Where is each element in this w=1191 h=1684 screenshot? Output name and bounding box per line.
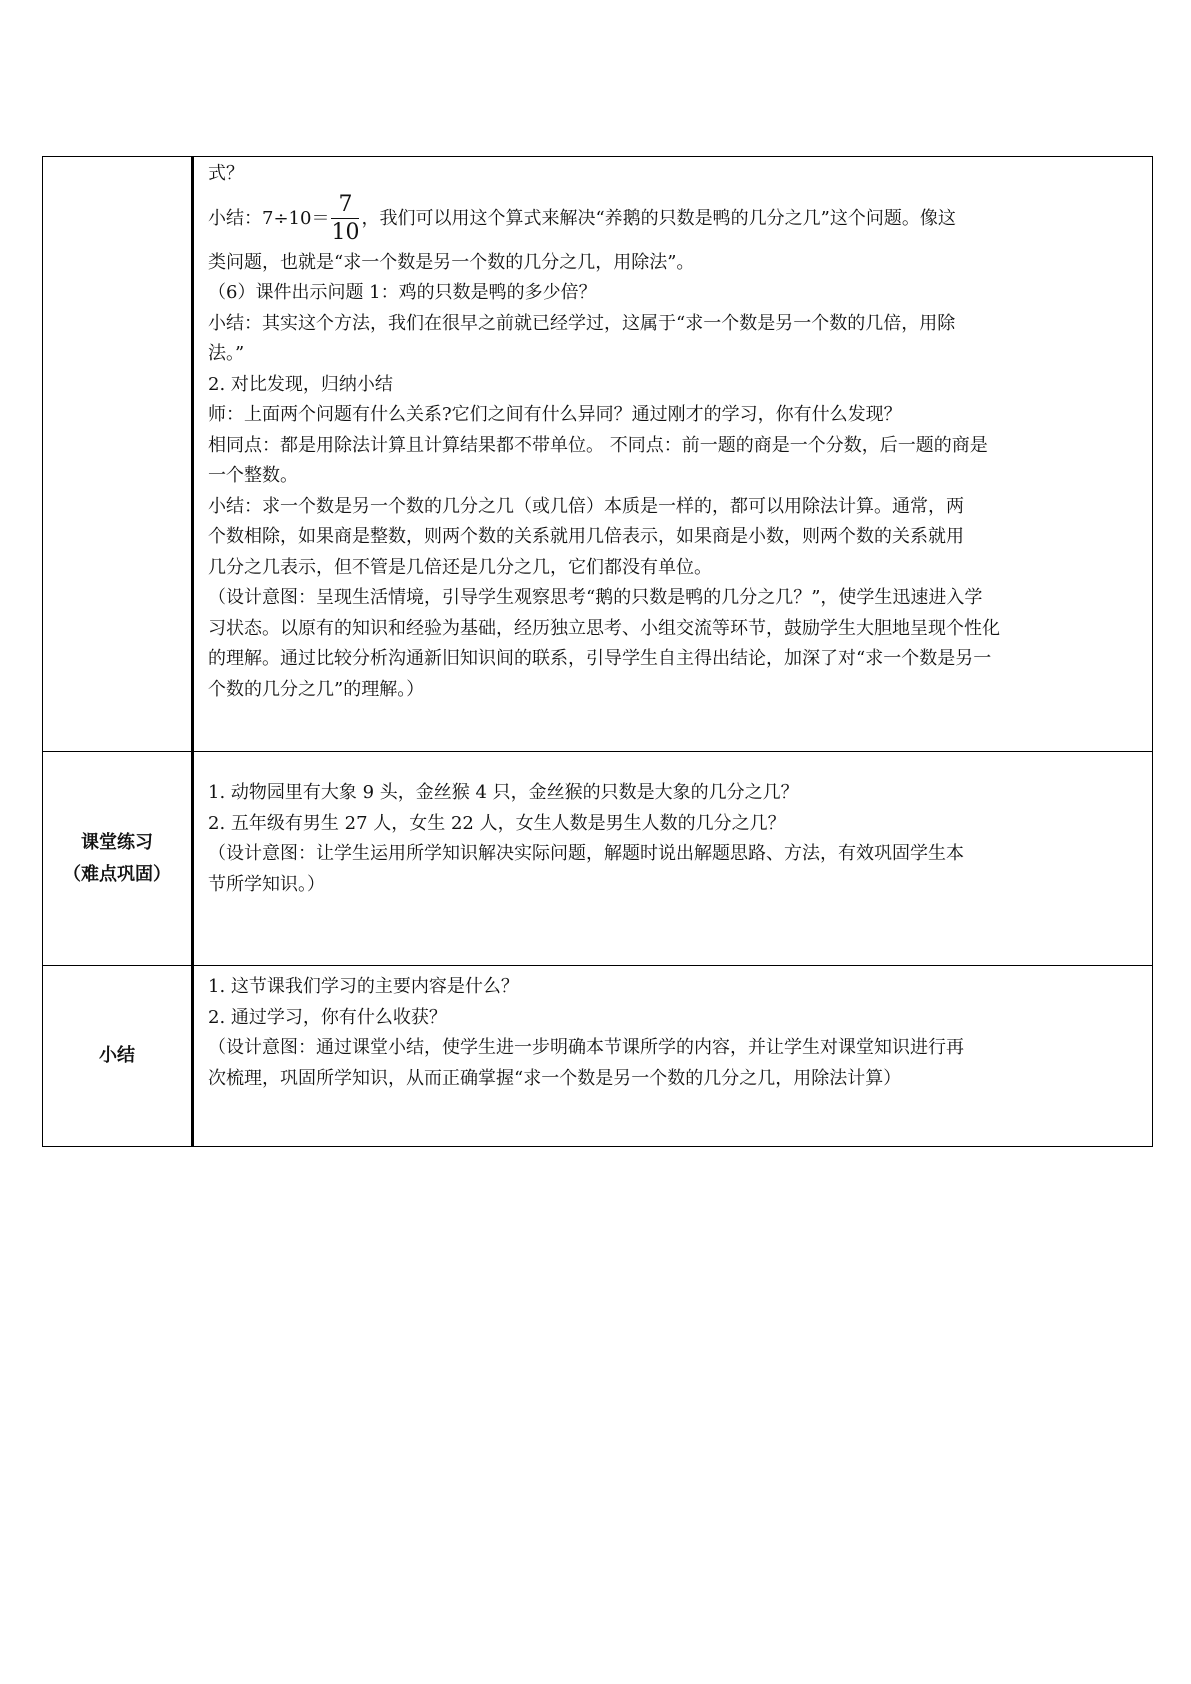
fraction-denominator: 10	[331, 219, 360, 245]
text-line: （设计意图：通过课堂小结，使学生进一步明确本节课所学的内容，并让学生对课堂知识进行再	[208, 1037, 964, 1058]
fraction-numerator: 7	[331, 194, 359, 219]
process-content-cell	[193, 157, 1153, 752]
fraction-seven-tenths	[331, 191, 360, 245]
text-line: 个数相除，如果商是整数，则两个数的关系就用几倍表示，如果商是小数，则两个数的关系就用	[208, 526, 964, 547]
summary-suffix: ，我们可以用这个算式来解决“养鹅的只数是鸭的几分之几”这个问题。像这	[361, 207, 956, 229]
table-row-summary	[43, 966, 1153, 1147]
label-line: （难点巩固）	[63, 863, 171, 885]
text-line: 小结：求一个数是另一个数的几分之几（或几倍）本质是一样的，都可以用除法计算。通常，两	[208, 495, 964, 517]
text-line: 2. 通过学习，你有什么收获？	[208, 1006, 447, 1028]
text-line: 相同点：都是用除法计算且计算结果都不带单位。 不同点：前一题的商是一个分数，后一题的商是	[208, 434, 988, 456]
text-line: （设计意图：让学生运用所学知识解决实际问题，解题时说出解题思路、方法，有效巩固学生本	[208, 843, 964, 864]
label-line: 课堂练习	[81, 831, 153, 853]
text-line: 的理解。通过比较分析沟通新旧知识间的联系，引导学生自主得出结论，加深了对“求一个数是另一	[208, 648, 992, 669]
text-line: 1. 这节课我们学习的主要内容是什么？	[208, 976, 519, 997]
table-row-process-continued	[43, 157, 1153, 752]
text-line: 几分之几表示，但不管是几倍还是几分之几，它们都没有单位。	[208, 556, 712, 578]
text-line: 2. 对比发现，归纳小结	[208, 373, 393, 395]
lesson-plan-table	[42, 156, 1153, 1147]
text-line: 式？	[208, 163, 244, 184]
text-line: 小结：其实这个方法，我们在很早之前就已经学过，这属于“求一个数是另一个数的几倍，用除	[208, 312, 956, 334]
row-label-practice	[43, 752, 193, 966]
text-line: 一个整数。	[208, 465, 298, 486]
text-line: 2. 五年级有男生 27 人，女生 22 人，女生人数是男生人数的几分之几？	[208, 812, 786, 834]
text-line: 习状态。以原有的知识和经验为基础，经历独立思考、小组交流等环节，鼓励学生大胆地呈现个性化	[208, 617, 1000, 639]
text-line: 次梳理，巩固所学知识，从而正确掌握“求一个数是另一个数的几分之几，用除法计算）	[208, 1067, 902, 1089]
text-line: （6）课件出示问题 1：鸡的只数是鸭的多少倍？	[208, 282, 597, 303]
summary-prefix: 小结：7÷10＝	[208, 207, 330, 229]
text-line: 法。”	[208, 343, 245, 364]
row-label-summary: 小结	[43, 966, 193, 1147]
row-label-empty	[43, 157, 193, 752]
summary-content-cell	[193, 966, 1153, 1147]
text-line: 类问题，也就是“求一个数是另一个数的几分之几，用除法”。	[208, 251, 695, 273]
text-line: 师：上面两个问题有什么关系?它们之间有什么异同？通过刚才的学习，你有什么发现？	[208, 404, 902, 425]
text-line: 个数的几分之几”的理解。）	[208, 678, 425, 700]
summary-fraction-line	[208, 190, 1134, 248]
text-line: （设计意图：呈现生活情境，引导学生观察思考“鹅的只数是鸭的几分之几？”，使学生迅速进入学	[208, 587, 983, 608]
practice-content-cell	[193, 752, 1153, 966]
text-line: 1. 动物园里有大象 9 头，金丝猴 4 只，金丝猴的只数是大象的几分之几？	[208, 782, 799, 803]
table-row-practice	[43, 752, 1153, 966]
text-line: 节所学知识。）	[208, 873, 325, 895]
